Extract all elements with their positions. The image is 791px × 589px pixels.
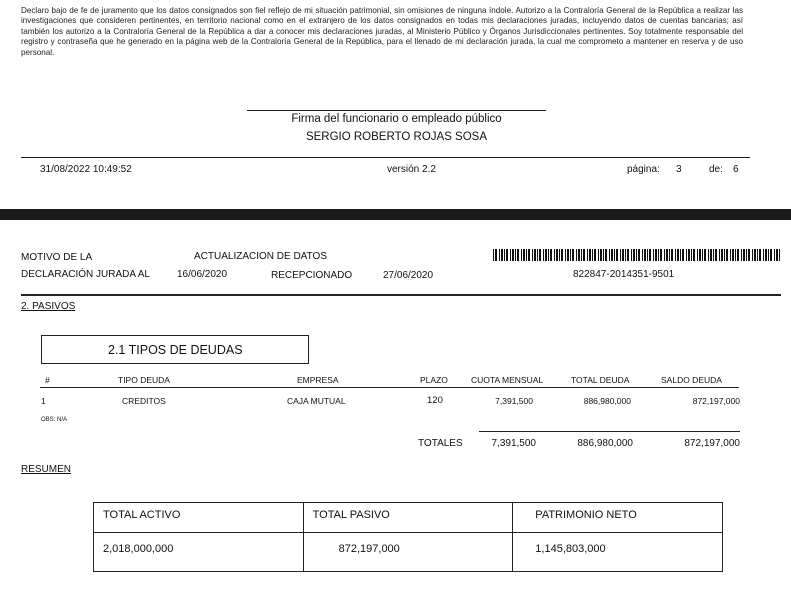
totals-divider bbox=[479, 431, 740, 432]
col-header-tipo: TIPO DEUDA bbox=[118, 375, 170, 385]
totals-saldo: 872,197,000 bbox=[684, 438, 740, 449]
totals-total: 886,980,000 bbox=[577, 438, 633, 449]
summary-table bbox=[93, 502, 723, 572]
section-title: 2. PASIVOS bbox=[21, 301, 76, 312]
declaration-text: Declaro bajo de fe de juramento que los datos consignados son fiel reflejo de mi situación patrimonial, sin omisiones de ninguna índole. Autorizo a la Contraloría General de la República a realizar las investigaciones que consideren pertinentes, en territorio nacional como en el extranjero de los datos consignados en todas mis declaraciones juradas, incluyendo datos de cuentas bancarias; así también los autorizo a la Contraloría General de la República a dar a conocer mis declaraciones juradas, al Ministerio Público y Órganos Jurisdiccionales pertinentes. Soy totalmente responsable del registro y contraseña que he generado en la página web de la Contraloría General de la República, para el llenado de mi declaración jurada, la cual me comprometo a mantener en reserva y de uso personal. bbox=[21, 6, 743, 57]
recepcionado-label: RECEPCIONADO bbox=[271, 270, 353, 281]
footer-datetime: 31/08/2022 10:49:52 bbox=[40, 164, 132, 175]
row-tipo: CREDITOS bbox=[122, 396, 166, 406]
footer-page-number: 3 bbox=[676, 164, 682, 175]
footer-total-pages: 6 bbox=[733, 164, 739, 175]
footer-version: versión 2.2 bbox=[387, 164, 436, 175]
col-header-cuota: CUOTA MENSUAL bbox=[471, 375, 544, 385]
totals-label: TOTALES bbox=[418, 438, 463, 449]
row-obs: OBS: N/A bbox=[41, 417, 68, 423]
col-header-total: TOTAL DEUDA bbox=[571, 375, 630, 385]
signature-label: Firma del funcionario o empleado público bbox=[291, 113, 502, 125]
page-break-bar bbox=[0, 209, 791, 220]
summary-label-patrimonio: PATRIMONIO NETO bbox=[513, 503, 723, 533]
summary-value-pasivo: 872,197,000 bbox=[303, 533, 513, 572]
recepcionado-date: 27/06/2020 bbox=[383, 270, 434, 281]
summary-value-patrimonio: 1,145,803,000 bbox=[513, 533, 723, 572]
footer-divider bbox=[21, 157, 750, 158]
subsection-box bbox=[41, 335, 309, 364]
col-header-empresa: EMPRESA bbox=[297, 375, 339, 385]
row-num: 1 bbox=[41, 396, 46, 406]
declaracion-date: 16/06/2020 bbox=[177, 269, 228, 280]
document-code: 822847-2014351-9501 bbox=[573, 269, 675, 280]
col-header-plazo: PLAZO bbox=[420, 375, 448, 385]
barcode bbox=[493, 249, 780, 261]
summary-value-activo: 2,018,000,000 bbox=[94, 533, 304, 572]
row-empresa: CAJA MUTUAL bbox=[287, 396, 346, 406]
row-total: 886,980,000 bbox=[583, 396, 631, 406]
row-saldo: 872,197,000 bbox=[692, 396, 740, 406]
declaracion-label: DECLARACIÓN JURADA AL bbox=[21, 269, 150, 280]
table-header-divider bbox=[40, 387, 739, 388]
subsection-title: 2.1 TIPOS DE DEUDAS bbox=[108, 343, 243, 357]
resumen-title: RESUMEN bbox=[21, 464, 72, 475]
motivo-value: ACTUALIZACION DE DATOS bbox=[194, 251, 327, 262]
col-header-num: # bbox=[45, 375, 50, 385]
row-plazo: 120 bbox=[427, 395, 443, 406]
summary-label-pasivo: TOTAL PASIVO bbox=[303, 503, 513, 533]
footer-page-label: página: bbox=[627, 164, 660, 175]
signature-line bbox=[247, 110, 546, 111]
header-divider bbox=[21, 294, 781, 296]
row-cuota: 7,391,500 bbox=[495, 396, 533, 406]
footer-of-label: de: bbox=[709, 164, 723, 175]
summary-label-activo: TOTAL ACTIVO bbox=[94, 503, 304, 533]
motivo-label: MOTIVO DE LA bbox=[21, 252, 93, 263]
totals-cuota: 7,391,500 bbox=[491, 438, 536, 449]
signer-name: SERGIO ROBERTO ROJAS SOSA bbox=[305, 131, 488, 143]
col-header-saldo: SALDO DEUDA bbox=[661, 375, 722, 385]
